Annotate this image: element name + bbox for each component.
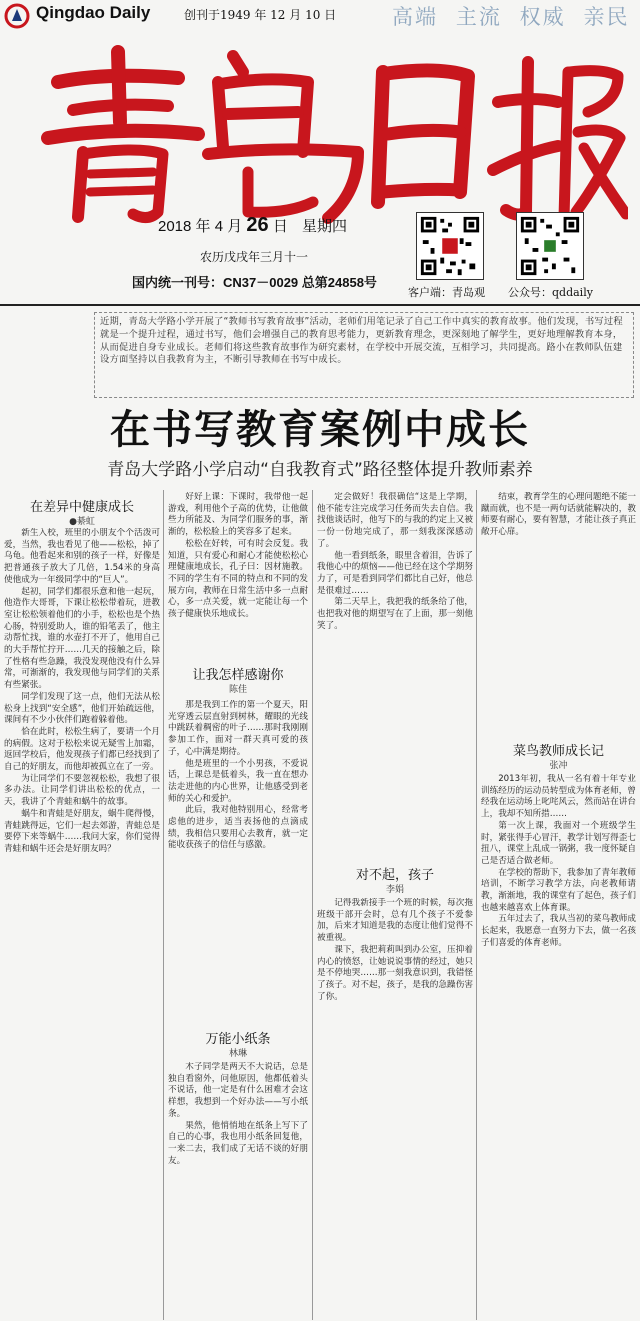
paragraph: 记得我新接手一个班的时候，每次拖班级干部开会时，总有几个孩子不爱参加，后来才知道是我的态度让他们觉得不被重视。	[317, 898, 473, 944]
paragraph: 此后，我对他特别用心，经常考虑他的进步，适当表扬他的点滴成绩，我相信只要用心去教育，就一定能收获孩子的信任与感激。	[168, 805, 308, 851]
founded-date: 创刊于1949 年 12 月 10 日	[184, 8, 337, 22]
paper-name-en: Qingdao Daily	[36, 3, 151, 22]
article-body	[168, 700, 308, 1018]
article-body	[481, 774, 636, 1318]
paragraph: 好好上课：下课时，我带他一起游戏，利用他个子高的优势，让他做些力所能及、为同学们服务的事，渐渐的，松松脸上的笑容多了起来。	[168, 492, 308, 538]
paragraph: 第二天早上，我把我的纸条给了他，也把我对他的期望写在了上面，那一刻他笑了。	[317, 597, 473, 631]
paragraph: 他是班里的一个小男孩，不爱说话，上课总是低着头，我一直在想办法走进他的内心世界，让他感受到老师的关心和爱护。	[168, 758, 308, 804]
paragraph: 果然，他悄悄地在纸条上写下了自己的心事，我也用小纸条回复他，一来二去，我们成了无话不谈的好朋友。	[168, 1120, 308, 1166]
paragraph: 第一次上课，我面对一个班级学生时，紧张得手心冒汗，教学计划写得歪七扭八，课堂上乱成一锅粥，我一度怀疑自己是否适合做老师。	[481, 820, 636, 866]
article-byline: 陈佳	[228, 685, 247, 695]
article-body	[481, 492, 636, 730]
paragraph: 在学校的帮助下，我参加了青年教师培训，不断学习教学方法，向老教师请教，渐渐地，我的课堂有了起色，孩子们也越来越喜欢上体育课。	[481, 867, 636, 913]
public-qr-label: 公众号：qddaily	[508, 286, 593, 299]
paragraph: 结束，教育学生的心理问题绝不能一蹴而就，也不是一两句话就能解决的，教师要有耐心，要有智慧，才能让孩子真正敞开心扉。	[481, 492, 636, 538]
paragraph: 他一看到纸条，眼里含着泪，告诉了我他心中的烦恼——他已经在这个学期努力了，可是看到同学们都比自己好，他总是很难过……	[317, 550, 473, 596]
client-qr-code-icon	[416, 212, 484, 280]
client-qr-label: 客户端：青岛观	[408, 286, 485, 299]
masthead-divider	[0, 304, 640, 306]
intro-text: 近期，青岛大学路小学开展了“教师书写教育故事”活动，老师们用笔记录了自己工作中真实的教育故事。他们发现，书写过程就是一个提升过程，通过书写，他们会增强自己的教育思考能力，更新教育理念，更深刻地了解学生，更好地理解教育本身，从而促进自身专业成长。老师们将这些教育故事作为研究素材，在学校中开展交流，互相学习，共同提高。路小在教师队伍建设方面坚持以自我教育为主，不断引导教师在书写中成长。	[100, 316, 623, 366]
paragraph: 为让同学们不要忽视松松，我想了很多办法。让同学们讲出松松的优点，一天，我讲了个青蛙和蜗牛的故事。	[4, 773, 160, 808]
article-title: 菜鸟教师成长记	[512, 744, 604, 759]
paragraph: 起初，同学们都很乐意和他一起玩，他造作大哥哥，下课让松松带着玩，进教室让松松领着他们的小手，松松也是个热心肠，特别爱助人，谁的铅笔丢了，他主动帮忙找，谁的水壶打不开了，他用自己的大手帮忙拧开……几天的接触之后，除了性格有些急躁，我没发现他没有什么异常，可渐渐的，我发现他与同学们的关系有些紧张。	[4, 586, 160, 691]
issue-date	[158, 214, 347, 237]
weekday: 星期四	[302, 218, 348, 235]
article-body	[168, 492, 308, 660]
public-account-qr-code-icon	[516, 212, 584, 280]
newspaper-logo-icon	[4, 3, 30, 29]
paper-name-calligraphy-logo	[28, 42, 628, 224]
paragraph: 那是我到工作的第一个夏天，阳光穿透云层直射到树林，耀眼的光线中跳跃着稠密的叶子……那时我刚刚参加工作，面对一群天真可爱的孩子，心中满是期待。	[168, 700, 308, 757]
article-body	[317, 898, 473, 1318]
article-body	[317, 492, 473, 860]
paragraph: 同学们发现了这一点，他们无法从松松身上找到“安全感”，他们开始疏远他，课间有不少小伙伴们跑着躲着他。	[4, 691, 160, 726]
column-divider	[476, 490, 477, 1320]
article-title: 让我怎样感谢你	[192, 668, 284, 683]
headline: 在书写教育案例中成长	[110, 407, 530, 453]
paragraph: 蜗牛和青蛙是好朋友，蜗牛爬得慢，青蛙跳得远，它们一起去郊游，青蛙总是要停下来等蜗牛……我问大家，你们觉得青蛙和蜗牛还会是好朋友吗？	[4, 808, 160, 854]
date-prefix: 2018 年 4 月	[158, 218, 243, 235]
paragraph: 课下，我把莉莉叫到办公室，压抑着内心的愤怒，让她说说事情的经过，她只是不停地哭……那一刻我意识到，我错怪了孩子。对不起，孩子，是我的急躁伤害了你。	[317, 944, 473, 1002]
column-divider	[163, 490, 164, 1320]
masthead	[0, 0, 640, 305]
paragraph: 定会做好！我很确信“这是上学期，他不能专注完成学习任务而失去自信。我找他谈话时，他写下的与我的约定上又被一份一份地完成了，那一刻我深深感动了。	[317, 492, 473, 549]
article-byline: 林琳	[228, 1049, 247, 1059]
slogan: 高端 主流 权威 亲民	[392, 6, 630, 29]
paragraph: 2013年初，我从一名有着十年专业训练经历的运动员转型成为体育老师，曾经我在运动场上叱咤风云，然而站在讲台上，我却不知所措……	[481, 774, 636, 820]
lunar-date: 农历戊戌年三月十一	[200, 250, 309, 264]
article-title: 万能小纸条	[205, 1032, 271, 1047]
column-divider	[312, 490, 313, 1320]
date-suffix: 日	[272, 218, 288, 235]
article-body	[4, 528, 160, 1318]
paragraph: 恰在此时，松松生病了，要请一个月的病假。这对于松松来说无疑雪上加霜，返回学校后，他发现孩子们都已经找到了自己的好朋友，而他却被孤立在了一旁。	[4, 726, 160, 773]
paragraph: 松松在好转，可有时会反复。我知道，只有爱心和耐心才能使松松心理健康地成长，孔子曰：因材施教。不同的学生有不同的特点和不同的发展方向，教师在日常生活中多一点耐心，多一点关爱，就一定能让每一个孩子健康快乐地成长。	[168, 538, 308, 620]
article-byline: 李娟	[385, 885, 404, 895]
issn-number: 国内统一刊号：CN37－0029 总第24858号	[132, 275, 377, 290]
paragraph: 新生入校，班里的小朋友个个活泼可爱，当然，我也看见了他——松松，掉了乌龟。他看起来和别的孩子一样，好像是把普通孩子放大了几倍，1.54米的身高使他成为一年级同学中的“巨人”。	[4, 528, 160, 585]
paragraph: 木子同学是两天不大说话，总是独自看窗外，问他原因，他都低着头不说话，他一定是有什么困难才会这样想，我想到一个好办法——写小纸条。	[168, 1062, 308, 1119]
article-byline: ●綦虹	[69, 517, 95, 527]
article-title: 在差异中健康成长	[29, 500, 134, 515]
date-day: 26	[246, 214, 269, 236]
article-title: 对不起，孩子	[355, 868, 434, 883]
subheadline: 青岛大学路小学启动“自我教育式”路径整体提升教师素养	[107, 460, 533, 480]
paragraph: 五年过去了，我从当初的菜鸟教师成长起来，我愿意一直努力下去，做一名孩子们喜爱的体育老师。	[481, 914, 636, 948]
article-body	[168, 1062, 308, 1318]
article-byline: 张冲	[549, 761, 568, 771]
